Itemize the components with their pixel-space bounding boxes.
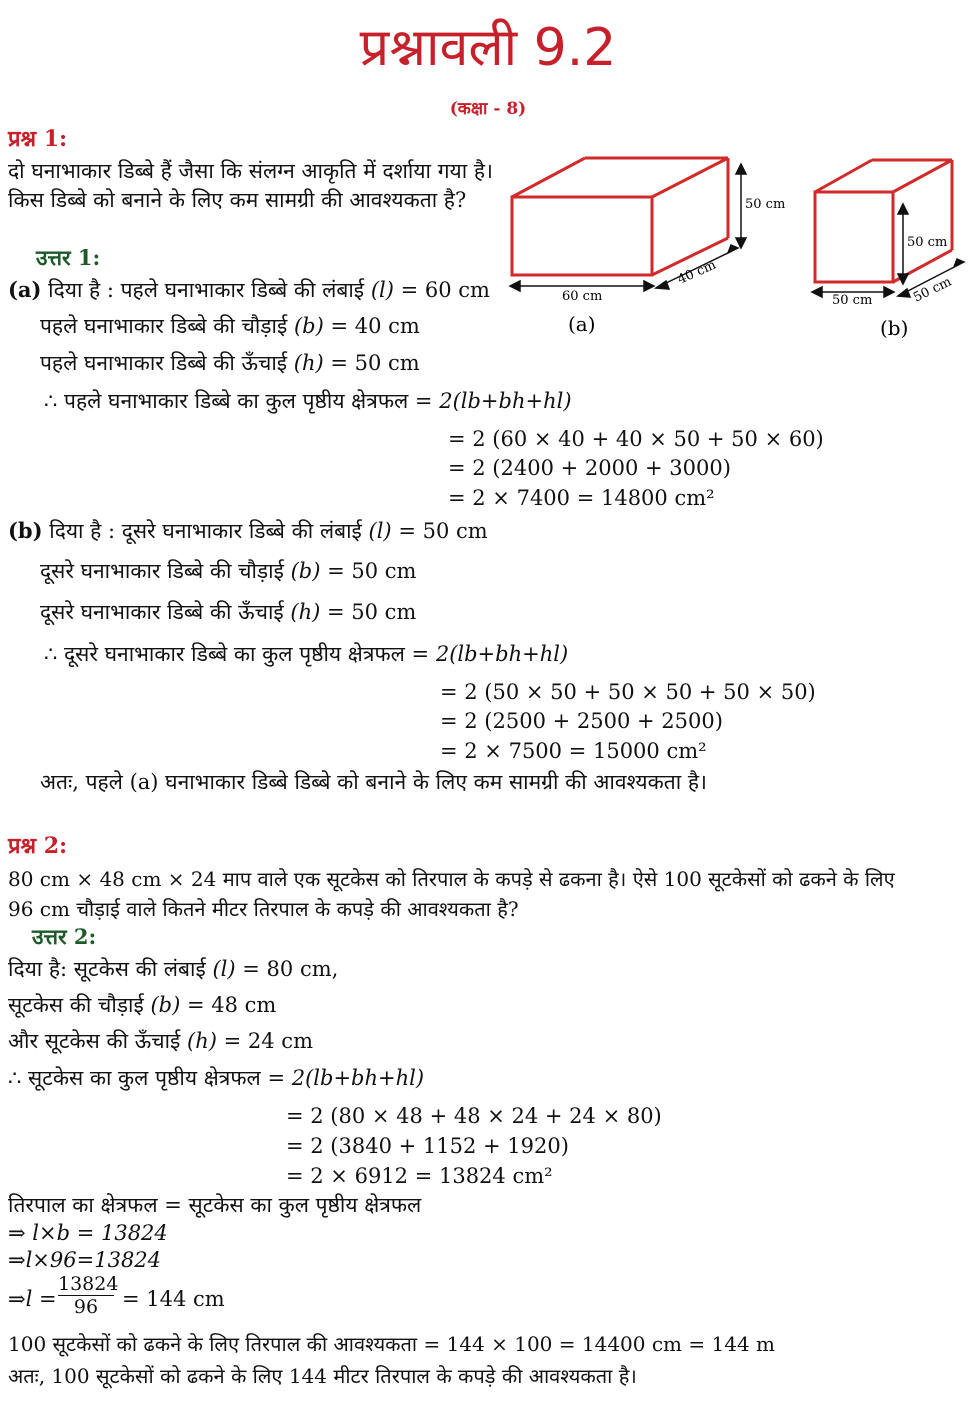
class-label: (कक्षा - 8): [449, 99, 527, 119]
q2-fraction-denominator: 96: [58, 1295, 114, 1318]
q1a-line3: [40, 350, 420, 376]
q2-tarp-line: तिरपाल का क्षेत्रफल = सूटकेस का कुल पृष्ठीय क्षेत्रफल: [8, 1193, 422, 1217]
q2-heading: प्रश्न 2:: [8, 833, 68, 859]
q1a-line2-val: = 40 cm: [330, 314, 420, 338]
q1a-formula: 2(lb+bh+hl): [439, 389, 572, 413]
q1a-calc2: = 2 (2400 + 2000 + 3000): [448, 456, 731, 480]
q1b-line2: [40, 558, 416, 584]
q1a-line1-val: = 60 cm: [400, 278, 490, 302]
q2-fraction: [58, 1273, 119, 1318]
q1b-line2-text: दूसरे घनाभाकार डिब्बे की चौड़ाई: [40, 559, 284, 583]
q2-line1-val: = 80 cm,: [242, 957, 339, 981]
q2-question-line2: 96 cm चौड़ाई वाले कितने मीटर तिरपाल के कपड़े की आवश्यकता है?: [8, 897, 519, 921]
q1a-line4-text: ∴ पहले घनाभाकार डिब्बे का कुल पृष्ठीय क्षेत्रफल =: [44, 389, 433, 413]
q1b-calc3: = 2 × 7500 = 15000 cm²: [440, 739, 707, 763]
q2-step1: ⇒ l×b = 13824: [8, 1221, 168, 1245]
q1a-calc1: = 2 (60 × 40 + 40 × 50 + 50 × 60): [448, 427, 824, 451]
q1-answer-heading: उत्तर 1:: [36, 245, 101, 270]
q2-fraction-numerator: 13824: [58, 1273, 119, 1295]
q1-question: दो घनाभाकार डिब्बे हैं जैसा कि संलग्न आकृति में दर्शाया गया है। किस डिब्बे को बनाने के लिए कम सामग्री की आवश्यकता है?: [8, 159, 493, 212]
q2-calc3: = 2 × 6912 = 13824 cm²: [286, 1164, 553, 1188]
q1a-line2-var: (b): [293, 314, 324, 338]
box-a-width-label: 40 cm: [675, 257, 719, 288]
q2-formula: 2(lb+bh+hl): [291, 1066, 425, 1090]
q2-calc1: = 2 (80 × 48 + 48 × 24 + 24 × 80): [286, 1104, 662, 1128]
q1a-line4: [44, 388, 572, 414]
q2-step3-prefix: ⇒l =: [8, 1287, 57, 1311]
q2-line4-text: ∴ सूटकेस का कुल पृष्ठीय क्षेत्रफल =: [8, 1066, 286, 1090]
q2-line3-text: और सूटकेस की ऊँचाई: [8, 1029, 181, 1053]
q2-line2-var: (b): [150, 993, 181, 1017]
box-a-caption: (a): [568, 312, 596, 336]
q2-line3-var: (h): [187, 1029, 217, 1053]
q2-line3-val: = 24 cm: [223, 1029, 313, 1053]
box-b-height-label: 50 cm: [907, 235, 948, 250]
box-b-length-label: 50 cm: [832, 293, 873, 308]
q1b-line4-text: ∴ दूसरे घनाभाकार डिब्बे का कुल पृष्ठीय क्षेत्रफल =: [44, 642, 430, 666]
q2-line2-val: = 48 cm: [187, 993, 277, 1017]
page-title: प्रश्नावली 9.2: [359, 18, 617, 78]
q2-requirement: 100 सूटकेसों को ढकने के लिए तिरपाल की आवश्यकता = 144 × 100 = 14400 cm = 144 m: [8, 1332, 775, 1356]
q1a-calc3: = 2 × 7400 = 14800 cm²: [448, 486, 715, 510]
q2-question-line1: 80 cm × 48 cm × 24 माप वाले एक सूटकेस को तिरपाल के कपड़े से ढकना है। ऐसे 100 सूटकेसों को ढकने के लिए: [8, 867, 895, 891]
q2-line2-text: सूटकेस की चौड़ाई: [8, 993, 144, 1017]
q1b-line1-text: दिया है : दूसरे घनाभाकार डिब्बे की लंबाई: [49, 519, 362, 543]
box-a: [512, 158, 728, 275]
q1b-prefix: (b): [8, 518, 43, 543]
q1b-line3-val: = 50 cm: [327, 600, 417, 624]
q1b-line3: [40, 599, 416, 625]
q1-heading: प्रश्न 1:: [8, 126, 68, 152]
q1b-calc1: = 2 (50 × 50 + 50 × 50 + 50 × 50): [440, 680, 816, 704]
q1b-line1: [8, 518, 488, 544]
q2-line1-text: दिया है: सूटकेस की लंबाई: [8, 957, 206, 981]
q1a-line3-text: पहले घनाभाकार डिब्बे की ऊँचाई: [40, 351, 288, 375]
q1b-line1-var: (l): [368, 519, 392, 543]
q1b-calc2: = 2 (2500 + 2500 + 2500): [440, 709, 723, 733]
q2-line1: [8, 956, 338, 982]
q1a-line1-text: दिया है : पहले घनाभाकार डिब्बे की लंबाई: [48, 278, 365, 302]
q2-line1-var: (l): [212, 957, 236, 981]
q1a-line1: [8, 277, 490, 303]
q1b-line1-val: = 50 cm: [398, 519, 488, 543]
q2-answer-heading: उत्तर 2:: [32, 924, 97, 949]
box-b-caption: (b): [880, 316, 909, 340]
q1b-line3-text: दूसरे घनाभाकार डिब्बे की ऊँचाई: [40, 600, 284, 624]
q2-conclusion: अतः, 100 सूटकेसों को ढकने के लिए 144 मीटर तिरपाल के कपड़े की आवश्यकता है।: [8, 1364, 637, 1388]
box-b: [815, 160, 952, 282]
q1a-line2: [40, 313, 420, 339]
q1b-formula: 2(lb+bh+hl): [435, 642, 569, 666]
box-b-width-label: 50 cm: [911, 274, 954, 306]
q2-line3: [8, 1028, 313, 1054]
box-a-height-label: 50 cm: [745, 197, 786, 212]
q1a-line1-var: (l): [370, 278, 394, 302]
q1b-line3-var: (h): [290, 600, 321, 624]
box-a-length-label: 60 cm: [562, 289, 603, 304]
q2-line2: [8, 992, 276, 1018]
cuboid-figure: [500, 150, 970, 345]
q1-conclusion: अतः, पहले (a) घनाभाकार डिब्बे डिब्बे को बनाने के लिए कम सामग्री की आवश्यकता है।: [40, 770, 707, 794]
q1a-prefix: (a): [8, 277, 42, 302]
q1b-line4: [44, 641, 568, 667]
q1a-line3-val: = 50 cm: [330, 351, 420, 375]
q1a-line2-text: पहले घनाभाकार डिब्बे की चौड़ाई: [40, 314, 288, 338]
q2-step2: ⇒l×96=13824: [8, 1248, 162, 1272]
q2-line4: [8, 1065, 424, 1091]
q1a-line3-var: (h): [293, 351, 324, 375]
q1b-line2-var: (b): [290, 559, 321, 583]
q2-calc2: = 2 (3840 + 1152 + 1920): [286, 1134, 569, 1158]
q1b-line2-val: = 50 cm: [327, 559, 417, 583]
q2-step3-result: = 144 cm: [122, 1287, 225, 1311]
